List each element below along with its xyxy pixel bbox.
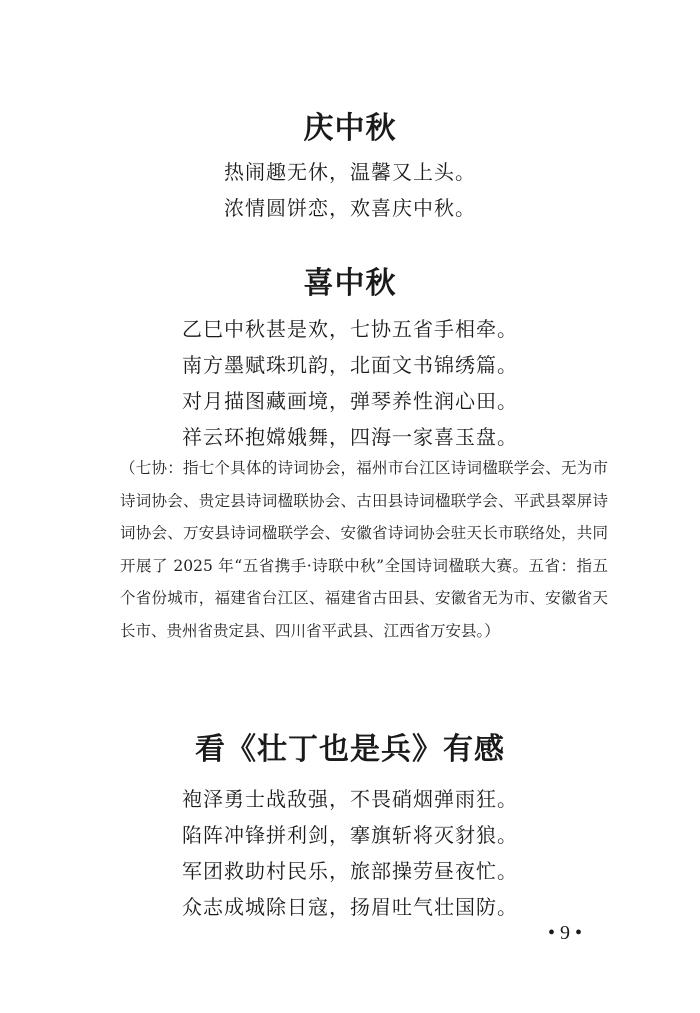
poem-body-zhuangding	[0, 781, 700, 925]
verse-line: 祥云环抱嫦娥舞，四海一家喜玉盘。	[182, 425, 518, 449]
verse-line: 陷阵冲锋拼利剑，搴旗斩将灭豺狼。	[182, 823, 518, 847]
poem-title-zhuangding: 看《壮丁也是兵》有感	[195, 732, 505, 767]
poem-title-xi-zhongqiu: 喜中秋	[303, 266, 397, 301]
verse-line: 南方墨赋珠玑韵，北面文书锦绣篇。	[182, 353, 518, 377]
verse-line: 热闹趣无休，温馨又上头。	[224, 160, 476, 184]
verse-line: 对月描图藏画境，弹琴养性润心田。	[182, 389, 518, 413]
verse-line: 乙巳中秋甚是欢，七协五省手相牵。	[182, 317, 518, 341]
verse-line: 众志成城除日寇，扬眉吐气壮国防。	[182, 895, 518, 919]
poem-body-xi-zhongqiu	[0, 311, 700, 455]
verse-line: 浓情圆饼恋，欢喜庆中秋。	[224, 196, 476, 220]
verse-line: 军团救助村民乐，旅部操劳昼夜忙。	[182, 859, 518, 883]
poem-body-qing-zhongqiu	[0, 154, 700, 226]
verse-line: 袍泽勇士战敌强，不畏硝烟弹雨狂。	[182, 787, 518, 811]
annotation-note: （七协：指七个具体的诗词协会，福州市台江区诗词楹联学会、无为市诗词协会、贵定县诗词楹联协会、古田县诗词楹联学会、平武县翠屏诗词协会、万安县诗词楹联学会、安徽省诗词协会驻天长市联络处，共同开展了 2025 年“五省携手·诗联中秋”全国诗词楹联大赛。五省：指五个省份城市，福建省台江区、福建省古田县、安徽省无为市、安徽省天长市、贵州省贵定县、四川省平武县、江西省万安县。）	[120, 459, 608, 640]
poem-title-qing-zhongqiu: 庆中秋	[303, 111, 397, 146]
page-number: • 9 •	[547, 922, 582, 944]
